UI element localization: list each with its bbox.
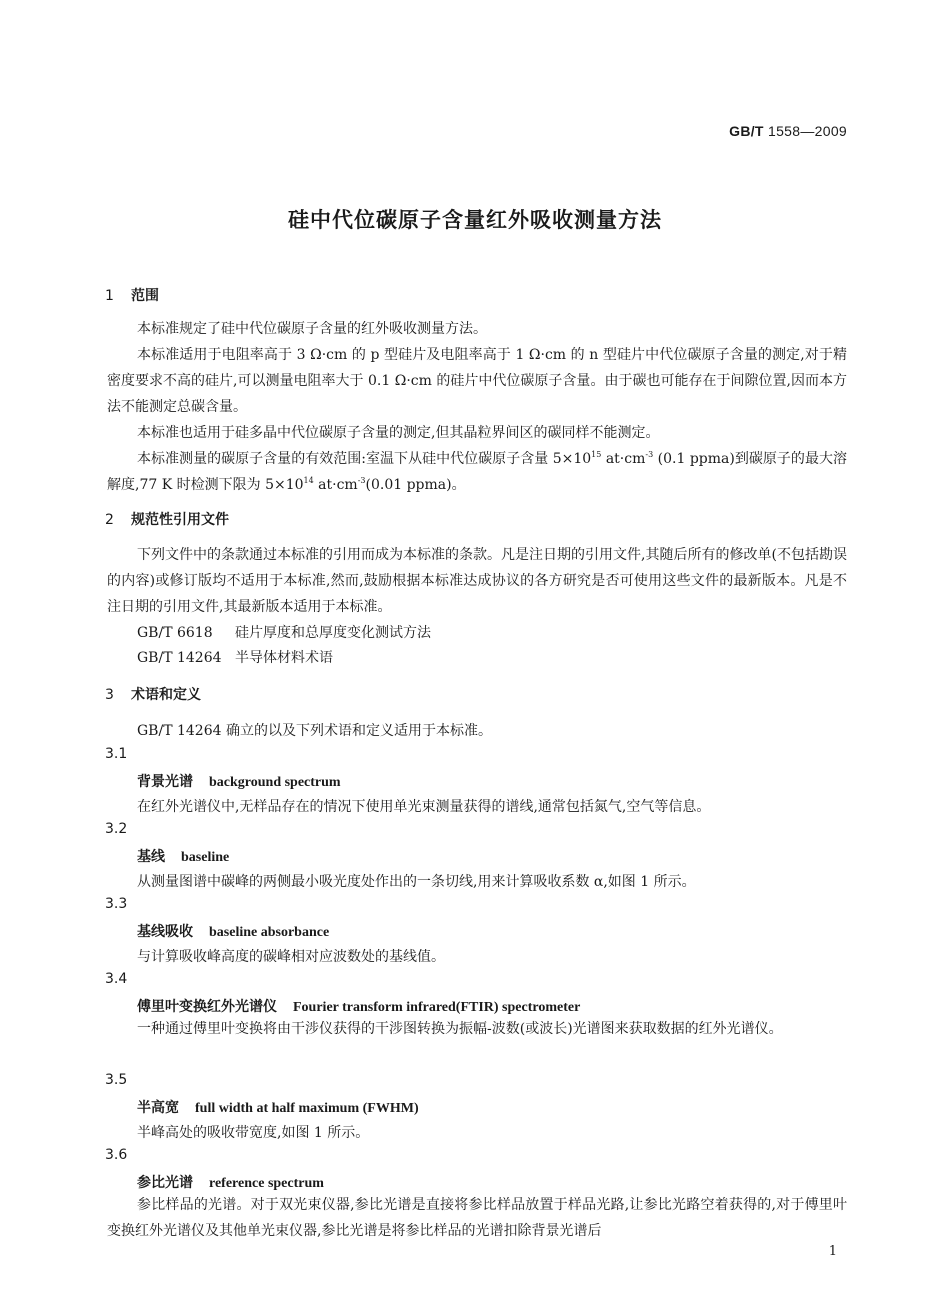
clause-number: 3.1 — [105, 746, 128, 762]
standard-number: 1558—2009 — [768, 123, 847, 139]
term-definition: 与计算吸收峰高度的碳峰相对应波数处的基线值。 — [137, 949, 445, 965]
term-zh: 半高宽 — [137, 1100, 179, 1116]
section-heading-1 — [105, 285, 159, 305]
term-definition: 一种通过傅里叶变换将由干涉仪获得的干涉图转换为振幅-波数(或波长)光谱图来获取数据的红外光谱仪。 — [137, 1021, 783, 1037]
text-run: 本标准测量的碳原子含量的有效范围:室温下从硅中代位碳原子含量 5×10 — [137, 451, 592, 467]
document-title: 硅中代位碳原子含量红外吸收测量方法 — [288, 208, 662, 232]
section-title: 范围 — [131, 288, 159, 304]
standard-prefix: GB/T — [729, 123, 764, 139]
term-zh: 参比光谱 — [137, 1175, 193, 1191]
paragraph: 本标准也适用于硅多晶中代位碳原子含量的测定,但其晶粒界间区的碳同样不能测定。 — [137, 425, 660, 441]
term-zh: 基线吸收 — [137, 924, 193, 940]
term-entry — [137, 846, 229, 866]
reference-title: 硅片厚度和总厚度变化测试方法 — [235, 625, 431, 641]
paragraph: 本标准适用于电阻率高于 3 Ω·cm 的 p 型硅片及电阻率高于 1 Ω·cm 的 n 型硅片中代位碳原子含量的测定,对于精密度要求不高的硅片,可以测量电阻率大于 0.1 Ω·cm 的硅片中代位碳原子含量。由于碳也可能存在于间隙位置,因而本方法不能测定总碳含量。 — [107, 347, 847, 415]
term-en: background spectrum — [209, 775, 341, 790]
term-en: reference spectrum — [209, 1176, 324, 1191]
term-en: baseline — [181, 850, 230, 865]
term-definition: 参比样品的光谱。对于双光束仪器,参比光谱是直接将参比样品放置于样品光路,让参比光路空着获得的,对于傅里叶变换红外光谱仪及其他单光束仪器,参比光谱是将参比样品的光谱扣除背景光谱后 — [107, 1197, 847, 1239]
paragraph-range — [107, 446, 847, 498]
clause-number: 3.5 — [105, 1072, 128, 1088]
clause-number: 3.6 — [105, 1147, 128, 1163]
text-run: (0.1 ppma)到碳原子的最大溶解度,77 K 时检测下限为 5×10 — [107, 451, 847, 493]
term-entry — [137, 1097, 419, 1117]
section-title: 术语和定义 — [131, 687, 201, 703]
term-definition: 从测量图谱中碳峰的两侧最小吸光度处作出的一条切线,用来计算吸收系数 α,如图 1 所示。 — [137, 874, 696, 890]
superscript: -3 — [645, 450, 654, 459]
section-number: 2 — [105, 512, 114, 528]
text-run: at·cm — [601, 451, 646, 467]
section-number: 3 — [105, 687, 114, 703]
section-number: 1 — [105, 288, 114, 304]
term-zh: 傅里叶变换红外光谱仪 — [137, 999, 277, 1015]
term-en: full width at half maximum (FWHM) — [195, 1101, 419, 1116]
paragraph: 本标准规定了硅中代位碳原子含量的红外吸收测量方法。 — [137, 321, 487, 337]
term-entry — [137, 996, 580, 1016]
superscript: -3 — [357, 476, 366, 485]
term-entry — [137, 771, 341, 791]
reference-code: GB/T 14264 — [137, 650, 222, 666]
term-entry — [137, 921, 329, 941]
reference-code: GB/T 6618 — [137, 625, 213, 641]
superscript: 14 — [303, 476, 314, 485]
term-en: baseline absorbance — [209, 925, 330, 940]
term-definition: 半峰高处的吸收带宽度,如图 1 所示。 — [137, 1125, 370, 1141]
clause-number: 3.3 — [105, 896, 128, 912]
term-en: Fourier transform infrared(FTIR) spectrometer — [293, 1000, 581, 1015]
section-heading-3 — [105, 684, 201, 704]
reference-item — [137, 647, 333, 667]
clause-number: 3.4 — [105, 971, 128, 987]
section-heading-2 — [105, 509, 229, 529]
text-run: (0.01 ppma)。 — [365, 477, 466, 493]
text-run: at·cm — [313, 477, 358, 493]
term-zh: 背景光谱 — [137, 774, 193, 790]
term-zh: 基线 — [137, 849, 165, 865]
terms-intro: GB/T 14264 确立的以及下列术语和定义适用于本标准。 — [137, 723, 492, 739]
section-title: 规范性引用文件 — [131, 512, 229, 528]
page-number: 1 — [828, 1244, 837, 1259]
clause-number: 3.2 — [105, 821, 128, 837]
reference-item — [137, 622, 431, 642]
standard-code — [729, 123, 847, 139]
reference-title: 半导体材料术语 — [235, 650, 333, 666]
term-definition: 在红外光谱仪中,无样品存在的情况下使用单光束测量获得的谱线,通常包括氮气,空气等信息。 — [137, 799, 711, 815]
superscript: 15 — [591, 450, 602, 459]
term-entry — [137, 1172, 324, 1192]
paragraph: 下列文件中的条款通过本标准的引用而成为本标准的条款。凡是注日期的引用文件,其随后所有的修改单(不包括勘误的内容)或修订版均不适用于本标准,然而,鼓励根据本标准达成协议的各方研究是否可使用这些文件的最新版本。凡是不注日期的引用文件,其最新版本适用于本标准。 — [107, 547, 847, 615]
